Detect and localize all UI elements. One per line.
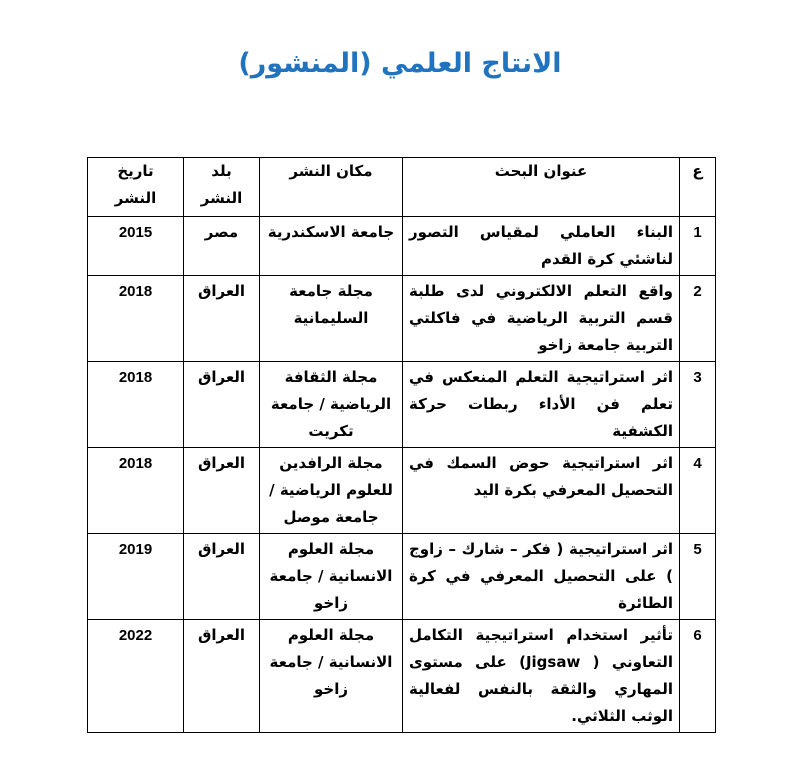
table-row — [88, 362, 716, 448]
row-year: 2019 — [88, 534, 184, 620]
row-title: البناء العاملي لمقياس التصور لناشئي كرة القدم — [403, 217, 680, 276]
row-title: اثر استراتيجية حوض السمك في التحصيل المعرفي بكرة اليد — [403, 448, 680, 534]
row-place: جامعة الاسكندرية — [260, 217, 403, 276]
row-place: مجلة جامعة السليمانية — [260, 276, 403, 362]
row-country: العراق — [184, 448, 260, 534]
row-year: 2015 — [88, 217, 184, 276]
row-year: 2022 — [88, 620, 184, 733]
row-place: مجلة الثقافة الرياضية / جامعة تكريت — [260, 362, 403, 448]
header-place: مكان النشر — [260, 158, 403, 217]
publications-table — [87, 157, 716, 733]
row-num: 4 — [680, 448, 716, 534]
row-title: اثر استراتيجية ( فكر – شارك – زاوج ) على التحصيل المعرفي في كرة الطائرة — [403, 534, 680, 620]
table-row — [88, 448, 716, 534]
table-header-row — [88, 158, 716, 217]
table-row — [88, 217, 716, 276]
page-title: الانتاج العلمي (المنشور) — [238, 48, 562, 79]
row-num: 6 — [680, 620, 716, 733]
row-place: مجلة العلوم الانسانية / جامعة زاخو — [260, 620, 403, 733]
row-year: 2018 — [88, 362, 184, 448]
row-year: 2018 — [88, 448, 184, 534]
table-row — [88, 276, 716, 362]
row-country: العراق — [184, 362, 260, 448]
row-place: مجلة الرافدين للعلوم الرياضية / جامعة موصل — [260, 448, 403, 534]
row-num: 5 — [680, 534, 716, 620]
row-year: 2018 — [88, 276, 184, 362]
row-num: 1 — [680, 217, 716, 276]
row-country: العراق — [184, 620, 260, 733]
row-title: اثر استراتيجية التعلم المنعكس في تعلم فن الأداء ربطات حركة الكشفية — [403, 362, 680, 448]
table-row — [88, 620, 716, 733]
row-country: العراق — [184, 276, 260, 362]
row-title: واقع التعلم الالكتروني لدى طلبة قسم التربية الرياضية في فاكلتي التربية جامعة زاخو — [403, 276, 680, 362]
header-year: تاريخ النشر — [88, 158, 184, 217]
row-place: مجلة العلوم الانسانية / جامعة زاخو — [260, 534, 403, 620]
table-row — [88, 534, 716, 620]
row-num: 3 — [680, 362, 716, 448]
row-country: مصر — [184, 217, 260, 276]
row-title: تأثير استخدام استراتيجية التكامل التعاوني ( Jigsaw) على مستوى المهاري والثقة بالنفس لفعالية الوثب الثلاثي. — [403, 620, 680, 733]
row-num: 2 — [680, 276, 716, 362]
header-country: بلد النشر — [184, 158, 260, 217]
header-num: ع — [680, 158, 716, 217]
row-country: العراق — [184, 534, 260, 620]
header-title: عنوان البحث — [403, 158, 680, 217]
